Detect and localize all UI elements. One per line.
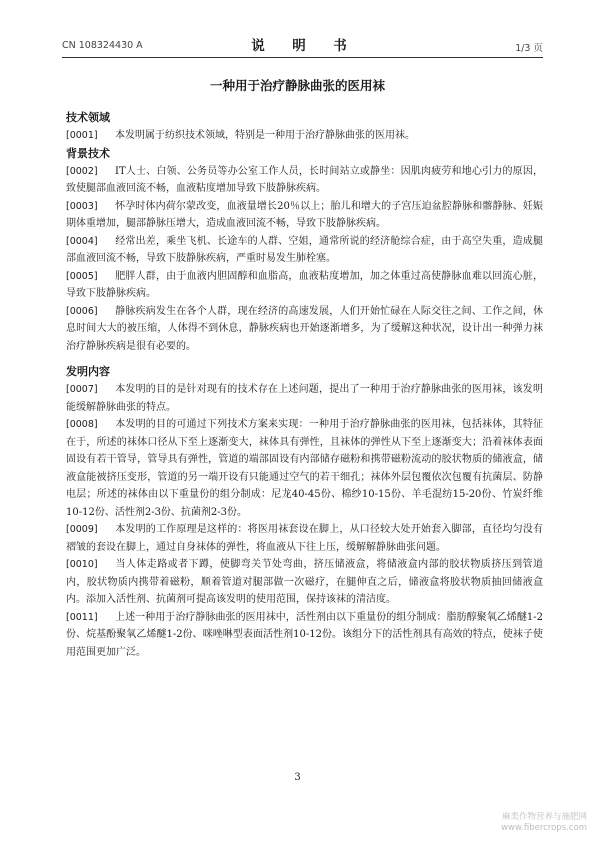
- paragraph-number: [0010]: [66, 559, 98, 570]
- paragraph: [66, 609, 543, 662]
- paragraph-number: [0001]: [66, 130, 98, 141]
- paragraph-text: 本发明属于纺织技术领域，特别是一种用于治疗静脉曲张的医用袜。: [115, 130, 415, 141]
- document-title: 一种用于治疗静脉曲张的医用袜: [209, 78, 385, 93]
- paragraph: [66, 521, 543, 556]
- header-title: 说 明 书: [251, 38, 354, 54]
- section-heading: 技术领域: [66, 111, 110, 124]
- paragraph: [66, 303, 543, 356]
- paragraph: [66, 268, 543, 303]
- paragraph: [66, 198, 543, 233]
- watermark-line-2: www.fibercrops.com: [501, 823, 587, 833]
- watermark: [457, 812, 587, 834]
- paragraph: [66, 163, 543, 198]
- paragraph-text: 当人体走路或者下蹲，使脚弯关节处弯曲，挤压储液盒，将储液盒内部的胶状物质挤压到管道内，胶状物质内携带着磁粉，顺着管道对腿部做一次磁疗，在腿伸直之后，储液盒将胶状物质抽回储液盒内。添加入活性剂、抗菌剂可提高该发明的使用范围，保持该袜的清洁度。: [66, 559, 543, 605]
- paragraph-text: IT人士、白领、公务员等办公室工作人员，长时间站立或静坐：因肌肉疲劳和地心引力的原因，致使腿部血液回流不畅，血液粘度增加导致下肢静脉疾病。: [66, 165, 543, 194]
- paragraph-text: 静脉疾病发生在各个人群，现在经济的高速发展，人们开始忙碌在人际交往之间、工作之间，休息时间大大的被压缩，人体得不到休息，静脉疾病也开始逐渐增多，为了缓解这种状况，设计出一种弹力袜治疗静脉疾病是很有必要的。: [66, 305, 543, 352]
- paragraph-number: [0002]: [66, 165, 98, 177]
- paragraph-number: [0006]: [66, 305, 98, 317]
- paragraph-text: 怀孕时体内荷尔蒙改变，血液量增长20％以上；胎儿和增大的子宫压迫盆腔静脉和髂静脉、妊娠期体重增加，腿部静脉压增大，造成血液回流不畅，导致下肢静脉疾病。: [66, 200, 543, 229]
- header-divider: [62, 57, 543, 58]
- paragraph-number: [0004]: [66, 235, 98, 247]
- paragraph-number: [0007]: [66, 384, 98, 395]
- page-number: 3: [294, 772, 301, 783]
- paragraph-number: [0005]: [66, 270, 98, 282]
- paragraph: [66, 381, 543, 416]
- paragraph: [66, 233, 543, 268]
- paragraph-number: [0003]: [66, 200, 98, 212]
- paragraph-text: 本发明的目的是针对现有的技术存在上述问题，提出了一种用于治疗静脉曲张的医用袜，该发明能缓解静脉曲张的特点。: [66, 384, 543, 413]
- paragraph-number: [0009]: [66, 524, 98, 535]
- paragraph-text: 上述一种用于治疗静脉曲张的医用袜中，活性剂由以下重量份的组分制成：脂肪醇聚氧乙烯醚1-2份、烷基酚聚氧乙烯醚1-2份、咪唑啉型表面活性剂10-12份。该组分下的活性剂具有高效的特点，使袜子使用范围更加广泛。: [66, 611, 543, 658]
- paragraph: [66, 416, 543, 521]
- page-indicator: 1/3 页: [515, 43, 543, 54]
- paragraph-text: 肥胖人群，由于血液内胆固醇和血脂高，血液粘度增加，加之体重过高使静脉血难以回流心脏，导致下肢静脉疾病。: [66, 270, 543, 299]
- document-body: [66, 109, 543, 661]
- paragraph-text: 本发明的目的可通过下列技术方案来实现：一种用于治疗静脉曲张的医用袜，包括袜体，其特征在于，所述的袜体口径从下至上逐渐变大，袜体具有弹性，且袜体的弹性从下至上逐渐变大；沿着袜体表面固设有若干管导，管导具有弹性，管道的端部固设有内部储存磁粉和携带磁粉流动的胶状物质的储液盒，储液盒能被挤压变形，管道的另一端开设有只能通过空气的若干细孔；袜体外层包覆依次包覆有抗菌层、防静电层；所述的袜体由以下重量份的组分制成：尼龙40-45份、棉纱10-15份、羊毛混纺15-20份、竹炭纤维10-12份、活性剂2-3份、抗菌剂2-3份。: [66, 419, 543, 518]
- paragraph-text: 经常出差，乘坐飞机、长途车的人群、空姐，通常所说的经济舱综合症，由于高空失重，造成腿部血液回流不畅，导致下肢静脉疾病，严重时易发生肺栓塞。: [66, 235, 543, 264]
- paragraph: [66, 127, 543, 145]
- page-header: [62, 34, 543, 56]
- paragraph-number: [0011]: [66, 611, 98, 623]
- watermark-line-1: 麻类作物营养与施肥网: [501, 812, 587, 822]
- section-heading: 发明内容: [66, 365, 110, 378]
- patent-number: CN 108324430 A: [62, 40, 143, 51]
- paragraph-number: [0008]: [66, 419, 98, 430]
- section-heading: 背景技术: [66, 146, 110, 160]
- paragraph-text: 本发明的工作原理是这样的：将医用袜套设在脚上，从口径较大处开始套入脚部，直径均匀没有褶皱的套设在脚上，通过自身袜体的弹性，将血液从下往上压，缓解解静脉曲张问题。: [66, 524, 543, 553]
- paragraph: [66, 556, 543, 609]
